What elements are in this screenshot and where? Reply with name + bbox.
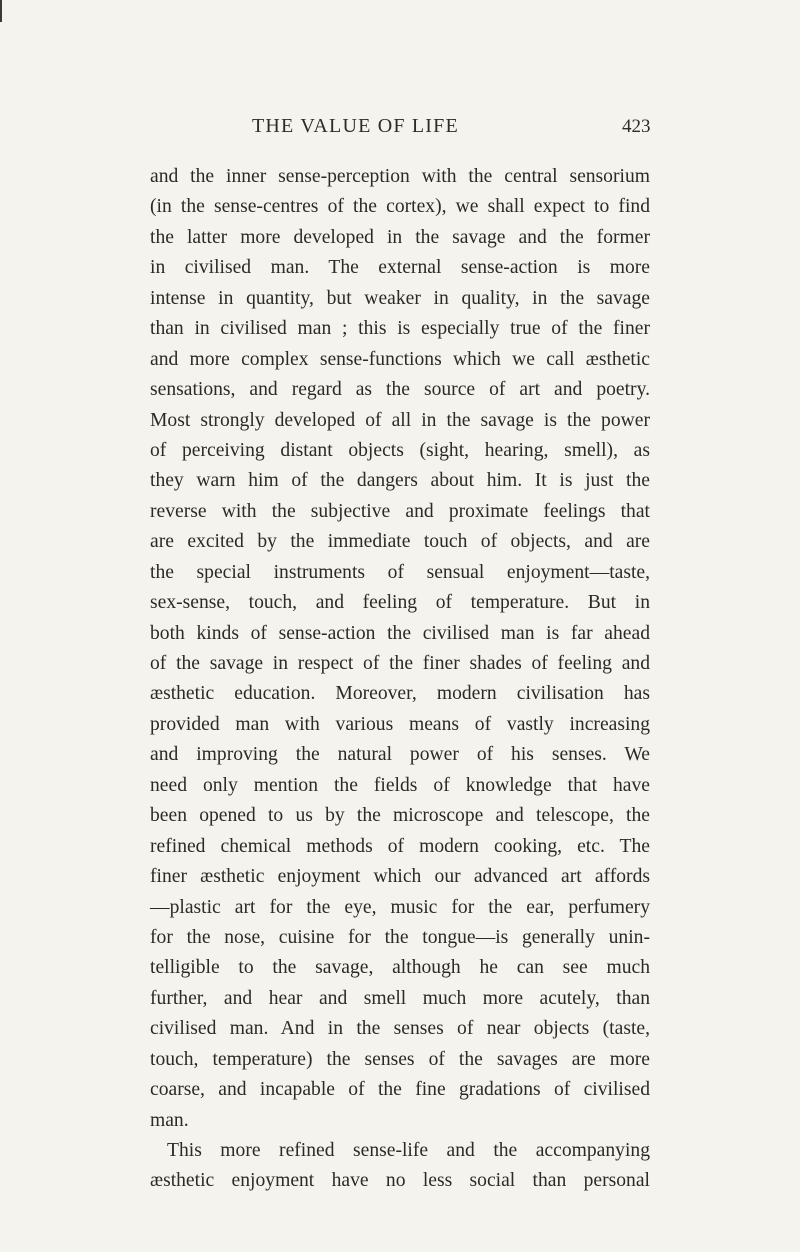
page-number: 423: [622, 116, 651, 137]
text-line: and improving the natural power of his senses. We: [150, 744, 650, 766]
text-line: the special instruments of sensual enjoyment—taste,: [150, 561, 650, 583]
text-line: provided man with various means of vastly increasing: [150, 713, 650, 735]
text-line: of perceiving distant objects (sight, hearing, smell), as: [150, 439, 650, 461]
text-line: Most strongly developed of all in the savage is the power: [150, 409, 650, 431]
text-line: of the savage in respect of the finer shades of feeling and: [150, 653, 650, 674]
text-line: in civilised man. The external sense-action is more: [150, 257, 650, 279]
text-line: —plastic art for the eye, music for the ear, perfumery: [150, 896, 650, 918]
text-line: the latter more developed in the savage and the former: [150, 226, 650, 248]
text-line: sensations, and regard as the source of art and poetry.: [150, 379, 650, 401]
scan-edge-mark: [0, 0, 2, 22]
body-text: [150, 162, 650, 1197]
text-line: intense in quantity, but weaker in quality, in the savage: [150, 287, 650, 309]
text-line: telligible to the savage, although he can see much: [150, 957, 650, 979]
paragraph-start-line: This more refined sense-life and the accompanying: [167, 1140, 650, 1161]
text-line: touch, temperature) the senses of the savages are more: [150, 1048, 650, 1070]
text-line: been opened to us by the microscope and telescope, the: [150, 805, 650, 827]
text-line: are excited by the immediate touch of objects, and are: [150, 531, 650, 553]
text-line: reverse with the subjective and proximate feelings that: [150, 500, 650, 522]
page-header: [0, 115, 800, 145]
text-line: and the inner sense-perception with the central sensorium: [150, 166, 650, 187]
text-line: than in civilised man ; this is especially true of the finer: [150, 318, 650, 340]
text-line: they warn him of the dangers about him. It is just the: [150, 470, 650, 492]
text-line: (in the sense-centres of the cortex), we shall expect to find: [150, 196, 650, 218]
text-line: civilised man. And in the senses of near objects (taste,: [150, 1018, 650, 1040]
text-line: both kinds of sense-action the civilised man is far ahead: [150, 622, 650, 644]
text-line: sex-sense, touch, and feeling of temperature. But in: [150, 592, 650, 614]
text-line: refined chemical methods of modern cooking, etc. The: [150, 835, 650, 857]
text-line: man.: [150, 1109, 189, 1131]
text-line: æsthetic education. Moreover, modern civilisation has: [150, 683, 650, 705]
text-line: for the nose, cuisine for the tongue—is generally unin-: [150, 926, 650, 948]
text-line: coarse, and incapable of the fine gradations of civilised: [150, 1079, 650, 1101]
text-line: further, and hear and smell much more acutely, than: [150, 987, 650, 1009]
text-line: need only mention the fields of knowledge that have: [150, 774, 650, 796]
text-line: æsthetic enjoyment have no less social than personal: [150, 1170, 650, 1192]
text-line: and more complex sense-functions which we call æsthetic: [150, 348, 650, 370]
running-title: THE VALUE OF LIFE: [252, 115, 459, 137]
text-line: finer æsthetic enjoyment which our advanced art affords: [150, 866, 650, 888]
